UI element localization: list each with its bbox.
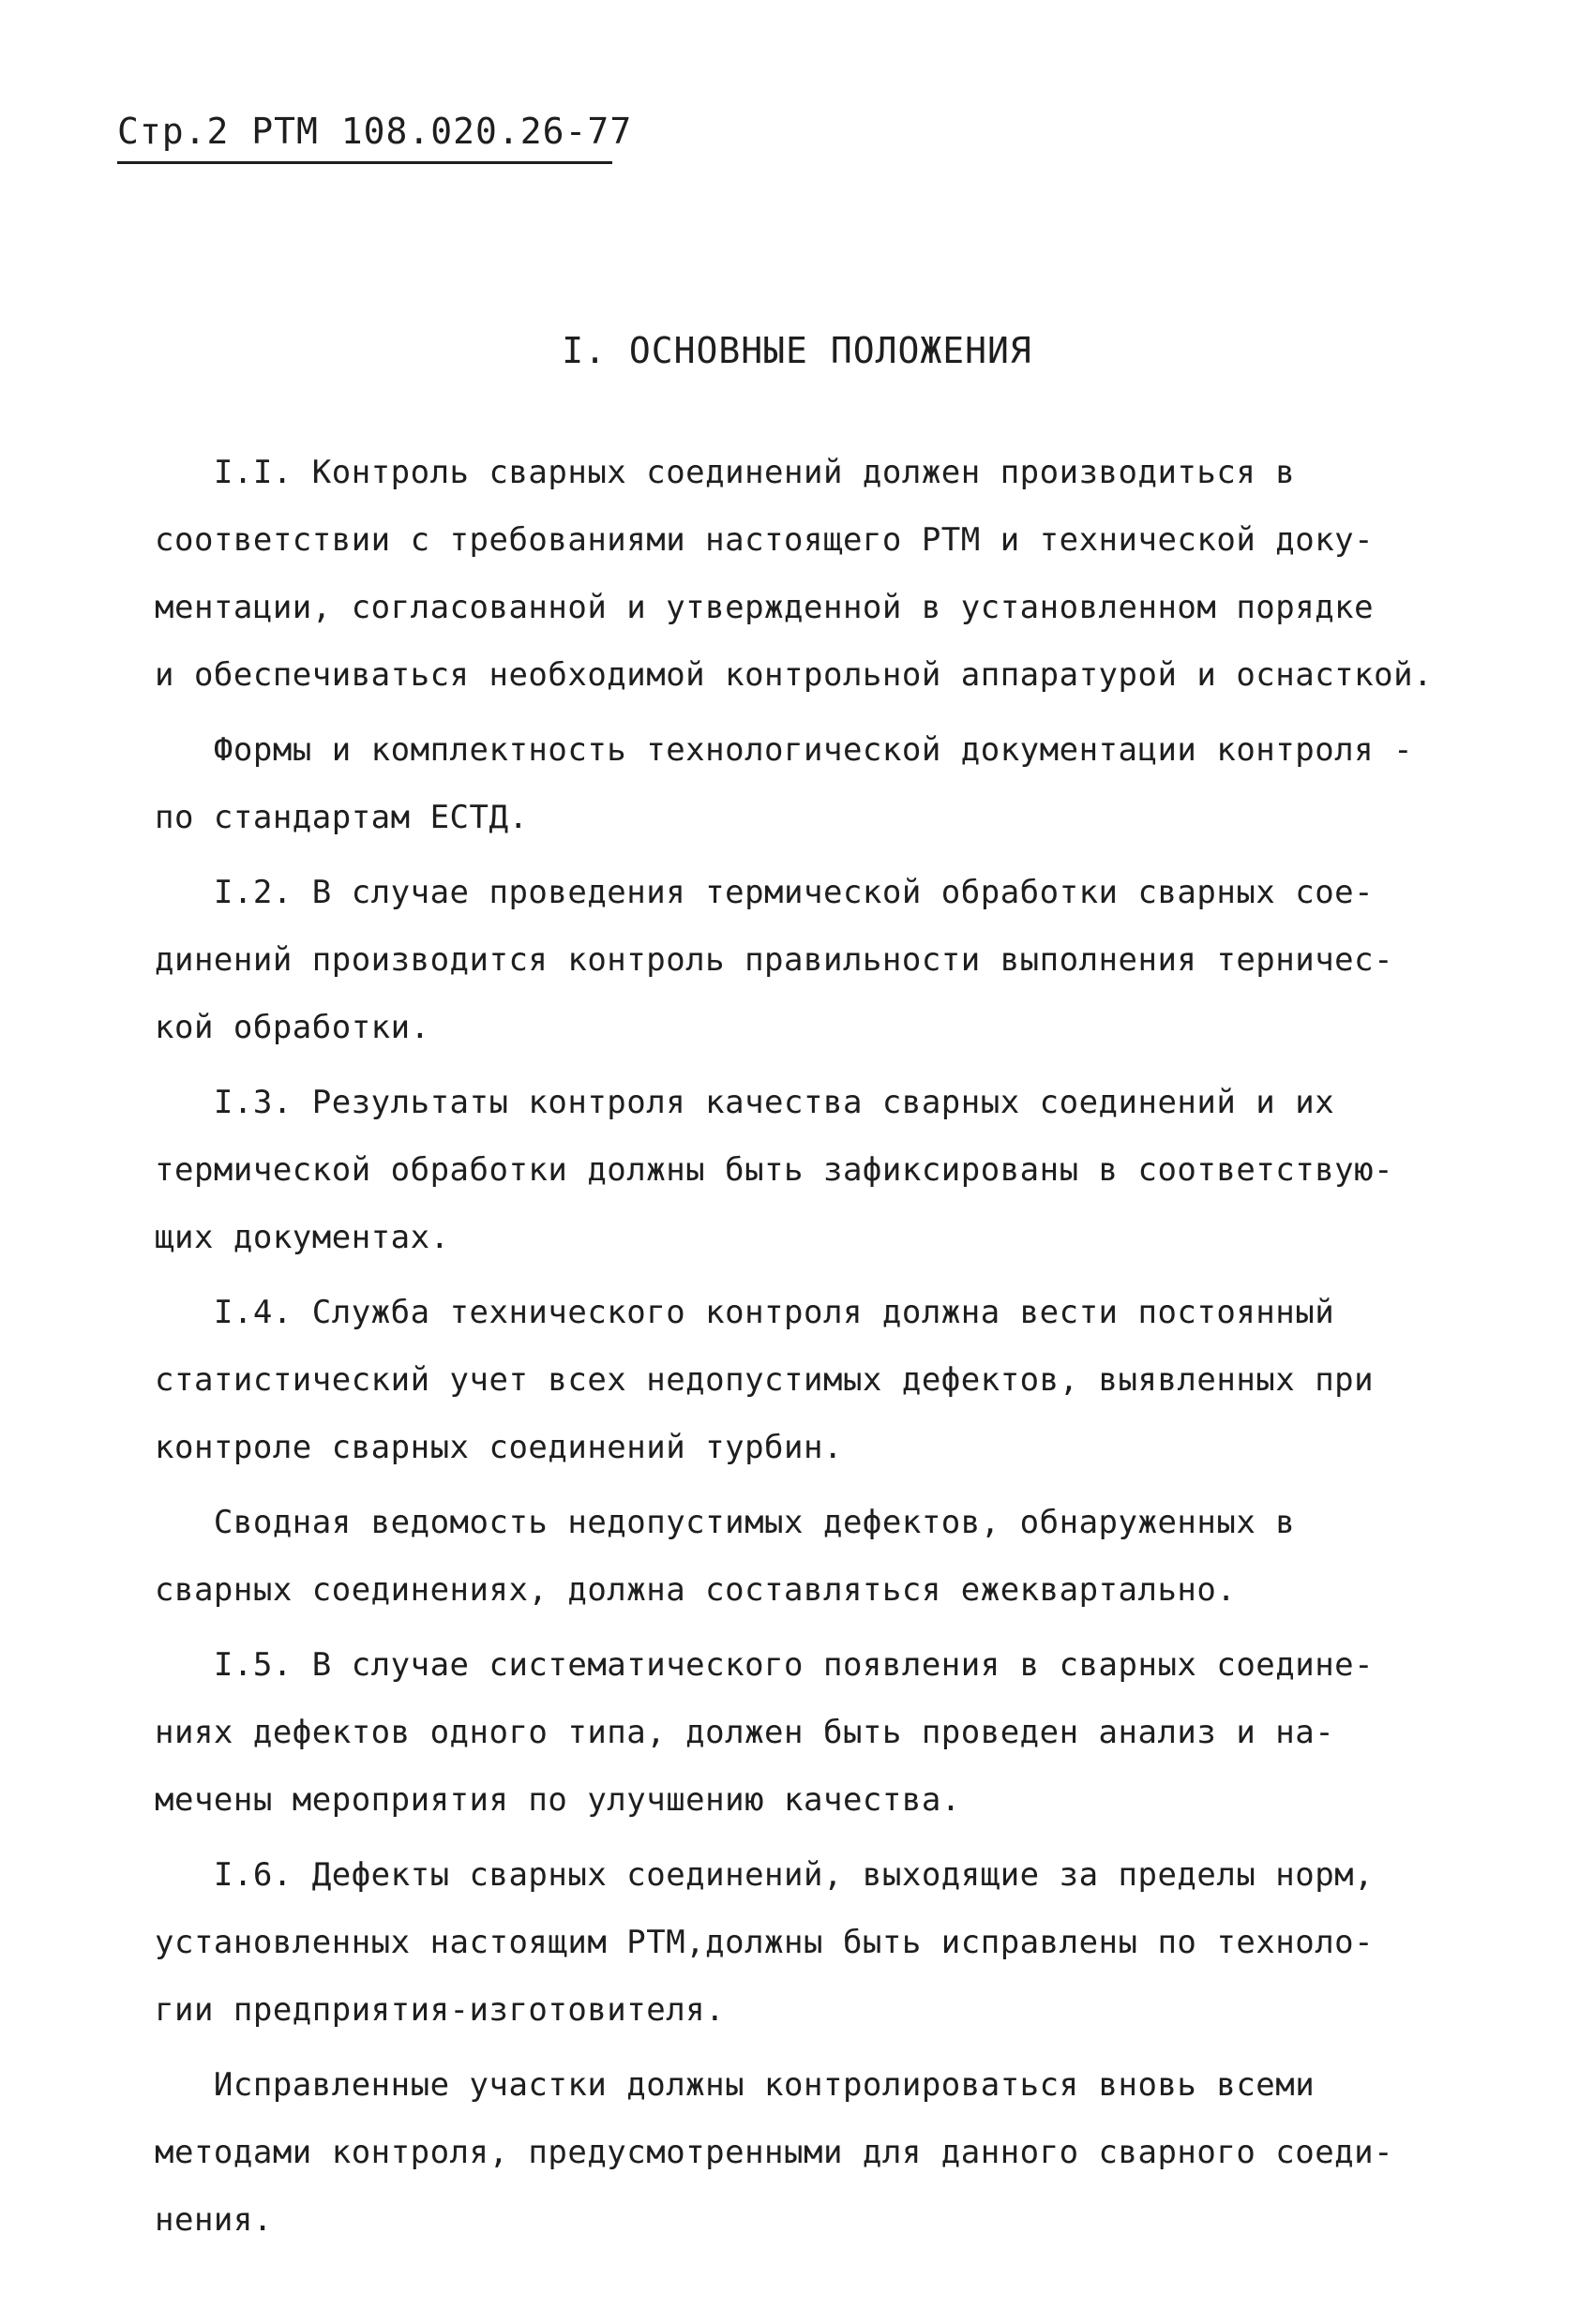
paragraph-1-1: I.I. Контроль сварных соединений должен производиться в соответствии с требованиями настоящего РТМ и технической доку- ментации, согласованной и утвержденной в установленном порядке и обеспечиваться необходимой контрольной аппаратурой и оснасткой. — [155, 454, 1434, 694]
header-underline — [117, 161, 612, 164]
paragraph-summary: Сводная ведомость недопустимых дефектов, обнаруженных в сварных соединениях, должна составляться ежеквартально. — [155, 1504, 1296, 1609]
document-body — [155, 439, 1486, 2254]
paragraph-repaired: Исправленные участки должны контролироваться вновь всеми методами контроля, предусмотренными для данного сварного соеди- нения. — [155, 2066, 1394, 2239]
section-title: I. ОСНОВНЫЕ ПОЛОЖЕНИЯ — [562, 330, 1032, 371]
paragraph-forms: Формы и комплектность технологической документации контроля - по стандартам ЕСТД. — [155, 731, 1414, 836]
paragraph-1-2: I.2. В случае проведения термической обработки сварных сое- динений производится контроль правильности выполнения терничес- кой обработки. — [155, 874, 1394, 1046]
paragraph-1-6: I.6. Дефекты сварных соединений, выходящие за пределы норм, установленных настоящим РТМ,должны быть исправлены по техноло- гии предприятия-изготовителя. — [155, 1856, 1375, 2029]
page-header: Стр.2 РТМ 108.020.26-77 — [117, 111, 633, 152]
paragraph-1-4: I.4. Служба технического контроля должна вести постоянный статистический учет всех недопустимых дефектов, выявленных при контроле сварных соединений турбин. — [155, 1294, 1375, 1466]
paragraph-1-3: I.3. Результаты контроля качества сварных соединений и их термической обработки должны быть зафиксированы в соответствую- щих документах. — [155, 1084, 1394, 1256]
paragraph-1-5: I.5. В случае систематического появления в сварных соедине- ниях дефектов одного типа, должен быть проведен анализ и на- мечены мероприятия по улучшению качества. — [155, 1646, 1375, 1819]
